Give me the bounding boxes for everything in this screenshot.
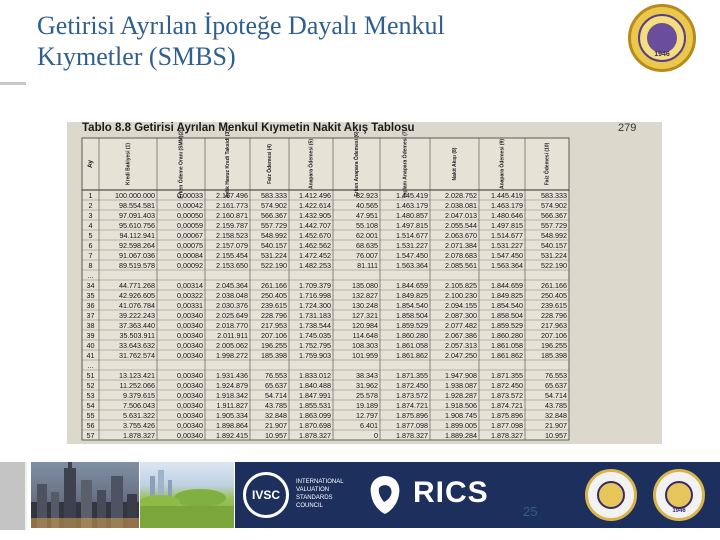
table-cell: 32.923	[356, 190, 378, 200]
table-cell: 8	[88, 260, 93, 270]
table-cell: 2.028.752	[445, 190, 477, 200]
table-cell: 65.637	[545, 380, 567, 390]
table-cell: 38	[86, 320, 95, 330]
table-cell: ...	[87, 270, 94, 280]
table-cell: 1.563.364	[396, 260, 428, 270]
table-cell: 1.908.745	[445, 410, 477, 420]
table-cell: 1.847.991	[299, 390, 331, 400]
slide-title-line-2: Kıymetler (SMBS)	[37, 42, 236, 71]
table-cell: 2.153.650	[216, 260, 248, 270]
table-cell: 250.405	[541, 290, 567, 300]
table-cell: 1.871.355	[396, 370, 428, 380]
table-cell: 37	[86, 310, 95, 320]
table-cell: 522.190	[261, 260, 287, 270]
table-cell: 1.877.098	[491, 420, 523, 430]
table-cell: 0,00033	[177, 190, 203, 200]
table-cell: 1.497.815	[491, 220, 523, 230]
table-cell: 1.738.544	[299, 320, 331, 330]
table-cell: 1.854.540	[396, 300, 428, 310]
table-cell: 1.938.087	[445, 380, 477, 390]
table-cell: 1.849.825	[396, 290, 428, 300]
table-cell: 54.714	[265, 390, 287, 400]
table-cell: 21.907	[545, 420, 567, 430]
table-cell: 1.716.998	[299, 290, 331, 300]
seal-year: 1946	[654, 51, 670, 58]
seal-year: 1946	[672, 508, 686, 514]
table-cell: 4	[88, 220, 93, 230]
table-cell: 1.724.300	[299, 300, 331, 310]
table-cell: 97.091.403	[119, 210, 155, 220]
table-cell: 1.849.825	[491, 290, 523, 300]
table-cell: 2.078.683	[445, 250, 477, 260]
table-cell: 32.848	[265, 410, 287, 420]
rics-lion-icon	[365, 472, 405, 518]
table-cell: 2.011.911	[217, 330, 248, 340]
table-cell: 574.902	[261, 200, 287, 210]
seal-emblem	[597, 481, 625, 509]
table-cell: 1.531.227	[396, 240, 428, 250]
table-cell: 120.984	[352, 320, 378, 330]
table-cell: 531.224	[261, 250, 287, 260]
table-cell: 574.902	[541, 200, 567, 210]
table-cell: 1.497.815	[396, 220, 428, 230]
table-cell: 548.992	[261, 230, 287, 240]
table-cell: 0,00340	[177, 310, 203, 320]
table-cell: 10.957	[545, 430, 567, 440]
table-cell: 35.503.911	[119, 330, 155, 340]
table-cell: 1.480.646	[491, 210, 523, 220]
table-cell: 217.963	[541, 320, 567, 330]
table-cell: 1.871.355	[491, 370, 523, 380]
table-cell: 185.398	[541, 350, 567, 360]
table-cell: 1.833.012	[299, 370, 331, 380]
table-cell: 0,00340	[177, 320, 203, 330]
table-cell: 1.563.364	[491, 260, 523, 270]
table-cell: 2.160.871	[216, 210, 248, 220]
table-cell: 566.367	[541, 210, 567, 220]
table-cell: 1.531.227	[491, 240, 523, 250]
table-cell: 55.108	[356, 220, 378, 230]
table-cell: 0,00340	[177, 420, 203, 430]
table-cell: 54.714	[545, 390, 567, 400]
table-cell: 108.303	[352, 340, 378, 350]
table-cell: 5	[88, 230, 93, 240]
table-cell: 19.189	[356, 400, 378, 410]
table-cell: 101.959	[352, 350, 378, 360]
table-cell: 1.878.327	[396, 430, 428, 440]
column-header: Toplam Anapara Ödemesi (7)	[402, 129, 409, 199]
table-cell: 1.462.562	[299, 240, 331, 250]
table-cell: 1.889.284	[445, 430, 477, 440]
table-cell: 2.018.770	[216, 320, 248, 330]
table-cell: 0,00092	[177, 260, 203, 270]
table-cell: 2.038.048	[216, 290, 248, 300]
table-cell: 207.106	[261, 330, 287, 340]
rics-logo-text: RICS	[413, 476, 489, 509]
table-cell: 1.463.179	[396, 200, 428, 210]
table-cell: 1.860.280	[491, 330, 523, 340]
table-cell: 1.854.540	[491, 300, 523, 310]
table-cell: 10.957	[265, 430, 287, 440]
column-header: Anapara Ödemesi (9)	[499, 138, 506, 190]
table-cell: 196.255	[261, 340, 287, 350]
table-cell: 32.848	[545, 410, 567, 420]
table-cell: 0,00059	[177, 220, 203, 230]
table-cell: 1.911.827	[216, 400, 248, 410]
table-cell: 13.123.421	[119, 370, 155, 380]
table-cell: 1.947.908	[445, 370, 477, 380]
table-cell: 239.615	[541, 300, 567, 310]
partner-logos	[235, 462, 720, 528]
table-cell: 1.924.879	[216, 380, 248, 390]
table-cell: 1.898.864	[216, 420, 248, 430]
slide-title	[37, 10, 597, 72]
table-cell: 522.190	[541, 260, 567, 270]
table-cell: 2.100.230	[445, 290, 477, 300]
table-cell: 1.422.614	[299, 200, 331, 210]
table-cell: 47.951	[356, 210, 378, 220]
table-cell: 91.067.036	[119, 250, 155, 260]
table-cell: 1.863.099	[299, 410, 331, 420]
table-cell: 0	[374, 430, 378, 440]
table-cell: 3.755.426	[123, 420, 155, 430]
table-cell: 54	[86, 400, 95, 410]
table-cell: 0,00340	[177, 430, 203, 440]
table-cell: 0,00331	[177, 300, 203, 310]
table-cell: 1.452.670	[299, 230, 331, 240]
table-cell: 1.432.905	[299, 210, 331, 220]
column-header: Aylık Havuz Kredi Taksidi (3)	[224, 130, 231, 198]
table-cell: 185.398	[261, 350, 287, 360]
table-cell: 1.878.327	[299, 430, 331, 440]
table-cell: 1.875.896	[491, 410, 523, 420]
table-cell: 1.998.272	[216, 350, 248, 360]
table-cell: 39	[86, 330, 95, 340]
table-cell: 43.785	[545, 400, 567, 410]
table-cell: 0,00075	[177, 240, 203, 250]
table-cell: 53	[86, 390, 95, 400]
table-cell: 1.840.488	[299, 380, 331, 390]
table-cell: 0,00340	[177, 350, 203, 360]
table-cell: 2.077.482	[445, 320, 477, 330]
ivsc-name	[296, 478, 356, 510]
ankara-university-seal-icon	[628, 4, 696, 72]
table-cell: 1.709.379	[299, 280, 331, 290]
ivsc-logo-icon: IVSC	[243, 472, 289, 518]
table-cell: 1.874.721	[491, 400, 523, 410]
table-cell: 34	[86, 280, 95, 290]
table-cell: 2.030.376	[216, 300, 248, 310]
seal-emblem	[647, 23, 677, 53]
table-cell: 0,00050	[177, 210, 203, 220]
table-cell: 5.631.322	[123, 410, 155, 420]
table-cell: 1.928.287	[445, 390, 477, 400]
table-cell: 52	[86, 380, 95, 390]
table-cell: 1	[88, 190, 93, 200]
table-cell: 135.080	[352, 280, 378, 290]
column-header: Kredi Bakiyesi (1)	[125, 143, 132, 185]
seal-emblem	[665, 481, 693, 509]
table-cell: 35	[86, 290, 95, 300]
table-cell: 81.111	[357, 260, 378, 270]
table-cell: 1.872.450	[491, 380, 523, 390]
table-cell: 239.615	[261, 300, 287, 310]
table-cell: 3	[88, 210, 93, 220]
table-cell: 130.248	[352, 300, 378, 310]
table-cell: 94.112.941	[119, 230, 155, 240]
table-cell: 1.759.903	[299, 350, 331, 360]
table-cell: 7	[88, 250, 93, 260]
table-cell: 68.635	[356, 240, 378, 250]
table-cell: 1.855.531	[299, 400, 331, 410]
table-cell: 2.005.062	[216, 340, 248, 350]
slide-title-line-1: Getirisi Ayrılan İpoteğe Dayalı Menkul	[37, 11, 445, 40]
table-cell: 31.762.574	[119, 350, 155, 360]
table-cell: 25.578	[356, 390, 378, 400]
table-cell: 583.333	[261, 190, 287, 200]
table-cell: 1.918.342	[216, 390, 248, 400]
table-cell: 207.106	[541, 330, 567, 340]
table-cell: 2.158.523	[216, 230, 248, 240]
table-cell: 0,00084	[177, 250, 203, 260]
column-header: Erken Ödeme Oranı (SMM)(2)	[178, 129, 185, 199]
table-cell: 0,00340	[177, 410, 203, 420]
table-cell: 1.482.253	[299, 260, 331, 270]
book-page-number: 279	[618, 122, 637, 134]
table-cell: 0,00340	[177, 370, 203, 380]
table-cell: 1.745.035	[299, 330, 331, 340]
table-cell: 39.222.243	[119, 310, 155, 320]
table-cell: 1.844.659	[491, 280, 523, 290]
table-cell: 1.861.058	[491, 340, 523, 350]
table-cell: 1.877.098	[396, 420, 428, 430]
table-cell: 583.333	[541, 190, 567, 200]
cash-flow-table	[67, 122, 662, 444]
table-cell: 2	[88, 200, 93, 210]
table-cell: 132.827	[352, 290, 378, 300]
green-park-photo	[140, 462, 234, 528]
table-cell: 6.401	[360, 420, 378, 430]
table-cell: 1.875.896	[396, 410, 428, 420]
table-cell: 0,00322	[177, 290, 203, 300]
table-cell: 1.480.857	[396, 210, 428, 220]
title-accent-bar	[0, 82, 26, 85]
table-cell: 1.918.506	[445, 400, 477, 410]
table-cell: 55	[86, 410, 95, 420]
table-cell: 1.547.450	[491, 250, 523, 260]
table-cell: 2.071.384	[445, 240, 477, 250]
table-cell: 2.157.079	[216, 240, 248, 250]
column-header: Faiz Ödemesi (4)	[266, 144, 273, 184]
table-cell: 250.405	[261, 290, 287, 300]
table-cell: 2.057.313	[445, 340, 477, 350]
slide-number: 25	[523, 504, 538, 519]
footer-accent-strip	[0, 462, 27, 530]
table-cell: 2.063.670	[445, 230, 477, 240]
table-cell: 31.962	[356, 380, 378, 390]
table-cell: 100.000.000	[115, 190, 155, 200]
table-cell: 2.025.649	[216, 310, 248, 320]
table-cell: 51	[86, 370, 95, 380]
table-cell: 1.861.058	[396, 340, 428, 350]
table-cell: 37.363.440	[119, 320, 155, 330]
table-cell: 33.643.632	[119, 340, 155, 350]
table-cell: 65.637	[265, 380, 287, 390]
university-seal-icon	[585, 469, 637, 521]
table-cell: 1.472.452	[299, 250, 331, 260]
table-cell: 40.565	[356, 200, 378, 210]
table-cell: 9.379.615	[123, 390, 155, 400]
table-cell: 0,00340	[177, 330, 203, 340]
table-cell: 566.367	[261, 210, 287, 220]
table-cell: 21.907	[265, 420, 287, 430]
ivsc-name-line: COUNCIL	[296, 503, 324, 509]
table-cell: 0,00340	[177, 400, 203, 410]
table-cell: 2.067.386	[445, 330, 477, 340]
table-cell: 89.519.578	[119, 260, 155, 270]
table-cell: 38.343	[356, 370, 378, 380]
table-cell: 1.859.529	[491, 320, 523, 330]
table-cell: 62.001	[356, 230, 378, 240]
table-cell: 2.157.496	[216, 190, 248, 200]
table-cell: 41	[86, 350, 95, 360]
column-header: Erken Anapara Ödemesi (6)	[353, 131, 360, 197]
table-cell: 44.771.268	[119, 280, 155, 290]
table-cell: 2.038.081	[445, 200, 477, 210]
table-cell: 2.155.454	[216, 250, 248, 260]
table-cell: 1.892.415	[216, 430, 248, 440]
table-cell: 7.506.043	[123, 400, 155, 410]
table-cell: 0,00340	[177, 390, 203, 400]
table-cell: 1.731.183	[299, 310, 331, 320]
table-cell: 2.161.773	[216, 200, 248, 210]
ankara-university-seal-icon	[653, 469, 705, 521]
table-cell: 1.872.450	[396, 380, 428, 390]
table-cell: 1.445.419	[491, 190, 523, 200]
table-cell: 95.610.756	[119, 220, 155, 230]
table-cell: 0,00340	[177, 380, 203, 390]
table-cell: 0,00340	[177, 340, 203, 350]
table-cell: 261.166	[541, 280, 567, 290]
table-cell: 1.445.419	[396, 190, 428, 200]
table-cell: 540.157	[541, 240, 567, 250]
table-cell: 1.873.572	[491, 390, 523, 400]
table-cell: 127.321	[352, 310, 378, 320]
table-cell: 1.547.450	[396, 250, 428, 260]
table-cell: 2.094.155	[445, 300, 477, 310]
table-cell: 1.442.707	[299, 220, 331, 230]
table-cell: 2.085.561	[445, 260, 477, 270]
cash-flow-table-photo	[67, 122, 662, 444]
table-cell: 217.953	[261, 320, 287, 330]
table-cell: 40	[86, 340, 95, 350]
table-cell: 0,00314	[177, 280, 203, 290]
table-cell: 98.554.581	[119, 200, 155, 210]
table-cell: 196.255	[541, 340, 567, 350]
column-header: Faiz Ödemesi (10)	[544, 142, 551, 186]
table-cell: 1.463.179	[491, 200, 523, 210]
column-header: Anapara Ödemesi (5)	[308, 138, 315, 190]
table-cell: 11.252.066	[119, 380, 155, 390]
table-cell: 228.796	[261, 310, 287, 320]
table-cell: 76.553	[545, 370, 567, 380]
table-cell: 1.859.529	[396, 320, 428, 330]
table-cell: 1.861.862	[396, 350, 428, 360]
table-cell: 1.873.572	[396, 390, 428, 400]
table-cell: 0,00042	[177, 200, 203, 210]
table-cell: 1.752.795	[299, 340, 331, 350]
table-cell: 1.860.280	[396, 330, 428, 340]
table-cell: 2.047.013	[445, 210, 477, 220]
table-cell: 2.045.364	[216, 280, 248, 290]
table-cell: 76.553	[265, 370, 287, 380]
table-cell: 1.858.504	[491, 310, 523, 320]
table-cell: 1.858.504	[396, 310, 428, 320]
table-cell: 1.514.677	[491, 230, 523, 240]
table-cell: 1.870.698	[299, 420, 331, 430]
table-cell: 531.224	[541, 250, 567, 260]
table-cell: 540.157	[261, 240, 287, 250]
table-cell: 228.796	[541, 310, 567, 320]
table-cell: 1.905.334	[216, 410, 248, 420]
column-header: Nakit Akışı (8)	[451, 147, 458, 181]
table-cell: 261.166	[261, 280, 287, 290]
table-cell: 42.926.605	[119, 290, 155, 300]
ivsc-name-line: STANDARDS	[296, 495, 333, 501]
table-cell: 2.105.825	[445, 280, 477, 290]
table-cell: 57	[86, 430, 95, 440]
table-cell: 12.797	[356, 410, 378, 420]
city-skyline-photo	[31, 462, 139, 528]
table-cell: 557.729	[541, 220, 567, 230]
table-cell: 41.076.784	[119, 300, 155, 310]
table-cell: 1.412.496	[299, 190, 331, 200]
table-cell: 2.159.787	[216, 220, 248, 230]
table-cell: 2.087.300	[445, 310, 477, 320]
table-cell: 76.007	[356, 250, 378, 260]
table-cell: 36	[86, 300, 95, 310]
column-header: Ay	[87, 159, 95, 169]
table-cell: 548.992	[541, 230, 567, 240]
table-cell: 1.514.677	[396, 230, 428, 240]
table-cell: 56	[86, 420, 95, 430]
table-cell: ...	[87, 360, 94, 370]
table-caption: Tablo 8.8 Getirisi Ayrılan Menkul Kıymetin Nakit Akış Tablosu	[82, 122, 415, 134]
table-cell: 1.861.862	[491, 350, 523, 360]
table-cell: 6	[88, 240, 93, 250]
ivsc-name-line: VALUATION	[296, 487, 330, 493]
table-cell: 1.931.436	[216, 370, 248, 380]
table-cell: 92.598.264	[119, 240, 155, 250]
table-cell: 1.899.005	[445, 420, 477, 430]
table-cell: 1.874.721	[396, 400, 428, 410]
table-cell: 1.844.659	[396, 280, 428, 290]
table-cell: 2.047.250	[445, 350, 477, 360]
table-cell: 557.729	[261, 220, 287, 230]
ivsc-name-line: INTERNATIONAL	[296, 479, 344, 485]
table-cell: 43.785	[265, 400, 287, 410]
table-cell: 114.648	[352, 330, 378, 340]
table-cell: 1.878.327	[123, 430, 155, 440]
table-cell: 0,00067	[177, 230, 203, 240]
table-cell: 2.055.544	[445, 220, 477, 230]
table-cell: 1.878.327	[491, 430, 523, 440]
